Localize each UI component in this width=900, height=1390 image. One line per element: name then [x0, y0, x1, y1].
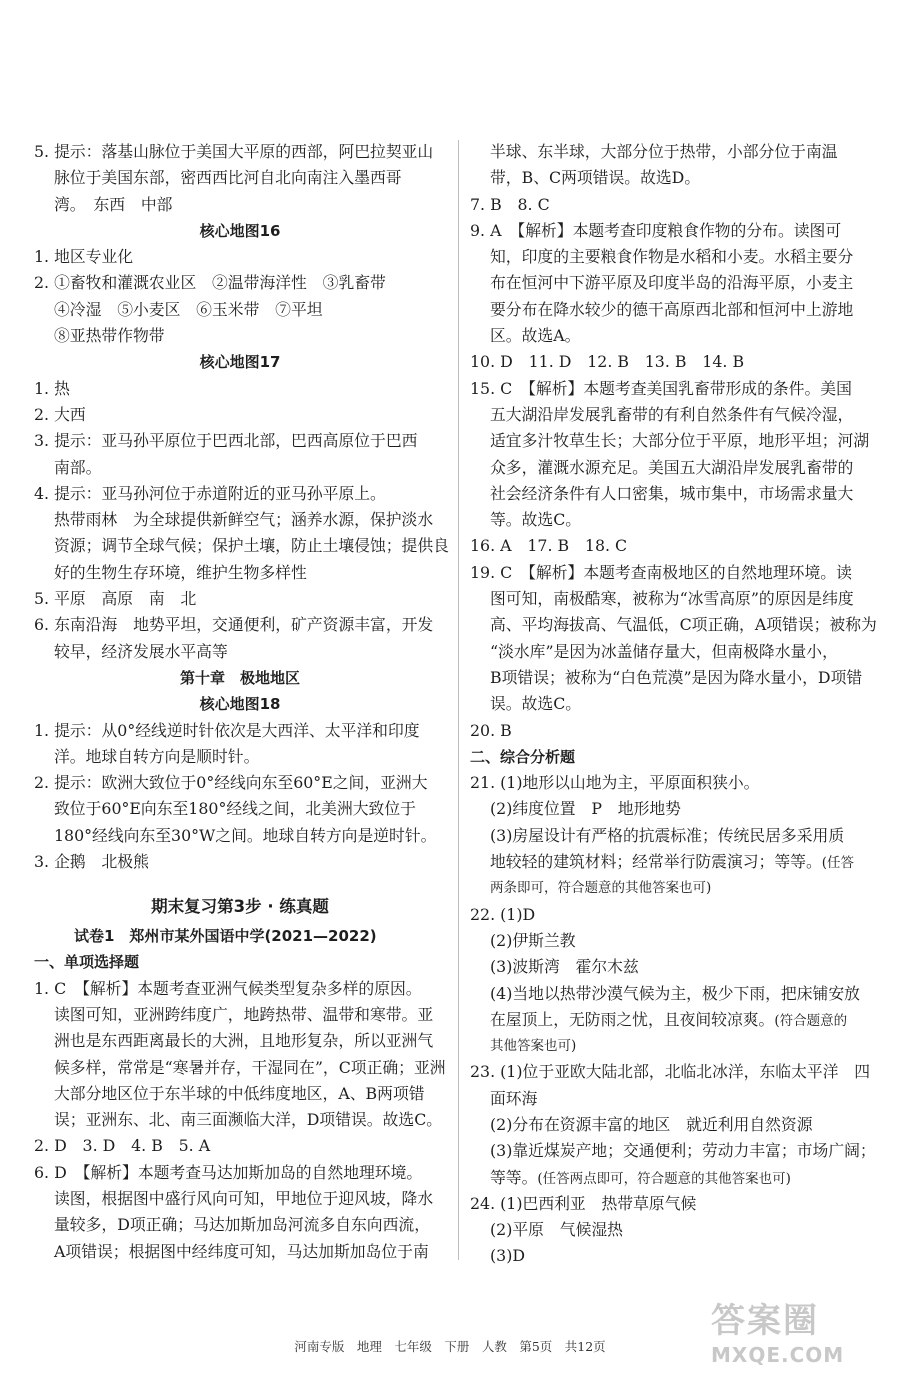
- answer-line: (2)分布在资源丰富的地区 就近利用自然资源: [490, 1114, 813, 1134]
- page-footer: 河南专版 地理 七年级 下册 人教 第5页 共12页: [294, 1339, 606, 1354]
- answer-line: “淡水库”是因为冰盖储存量大，但南极降水量小，: [490, 641, 838, 661]
- answer-text: 等等。: [490, 1167, 538, 1187]
- answer-line: 读图可知，亚洲跨纬度广，地跨热带、温带和寒带。亚: [54, 1004, 434, 1024]
- answer-line: ④冷湿 ⑤小麦区 ⑥玉米带 ⑦平坦: [54, 299, 323, 319]
- answer-line: 热带雨林 为全球提供新鲜空气；涵养水源，保护淡水: [54, 510, 434, 530]
- answer-line: (3)波斯湾 霍尔木兹: [490, 957, 639, 977]
- answer-line: 24. (1)巴西利亚 热带草原气候: [470, 1193, 697, 1213]
- review-title: 期末复习第3步 · 练真题: [151, 897, 329, 917]
- answer-line: 洲也是东西距离最长的大洲，且地形复杂，所以亚洲气: [54, 1031, 434, 1051]
- answer-line: 误。故选C。: [490, 694, 582, 714]
- answer-line: [470, 1165, 870, 1191]
- answer-line: 2. 大西: [34, 404, 86, 424]
- answer-line: (3)房屋设计有严格的抗震标准；传统民居多采用质: [490, 825, 845, 845]
- answer-line: 7. B 8. C: [470, 194, 550, 214]
- answer-line: [470, 849, 870, 875]
- answer-line: 五大湖沿岸发展乳畜带的有利自然条件有气候冷湿，: [490, 404, 854, 424]
- answer-line: (4)当地以热带沙漠气候为主，极少下雨，把床铺安放: [490, 983, 860, 1003]
- answer-line: 高、平均海拔高、气温低，C项正确，A项错误；被称为: [490, 615, 877, 635]
- answer-line: 23. (1)位于亚欧大陆北部，北临北冰洋，东临太平洋 四: [470, 1062, 871, 1082]
- answer-line: 等。故选C。: [490, 510, 582, 530]
- answer-line: 180°经线向东至30°W之间。地球自转方向是逆时针。: [54, 825, 437, 845]
- answer-line: 22. (1)D: [470, 904, 536, 924]
- answer-note: (符合题意的: [774, 1012, 848, 1029]
- answer-line: 5. 平原 高原 南 北: [34, 589, 197, 609]
- answer-line: ⑧亚热带作物带: [54, 326, 165, 346]
- answer-line: 21. (1)地形以山地为主，平原面积狭小。: [470, 773, 760, 793]
- answer-line: 9. A 【解析】本题考查印度粮食作物的分布。读图可: [470, 220, 842, 240]
- answer-line: 19. C 【解析】本题考查南极地区的自然地理环境。读: [470, 562, 852, 582]
- answer-line: 2. D 3. D 4. B 5. A: [34, 1136, 211, 1156]
- answer-line: (3)靠近煤炭产地；交通便利；劳动力丰富；市场广阔；: [490, 1141, 876, 1161]
- answer-line: 区。故选A。: [490, 326, 581, 346]
- answer-line: 带，B、C两项错误。故选D。: [490, 168, 701, 188]
- answer-line: (2)平原 气候湿热: [490, 1220, 623, 1240]
- answer-note: 两条即可，符合题意的其他答案也可): [490, 880, 712, 897]
- paper-title: 试卷1 郑州市某外国语中学(2021—2022): [74, 927, 377, 946]
- section-heading: 核心地图17: [199, 353, 281, 372]
- answer-line: 10. D 11. D 12. B 13. B 14. B: [470, 352, 745, 372]
- answer-line: (2)伊斯兰教: [490, 930, 576, 950]
- section-title: 一、单项选择题: [34, 953, 140, 972]
- answer-line: 候多样，常常是“寒暑并存，干湿同在”，C项正确；亚洲: [54, 1057, 446, 1077]
- answer-line: B项错误；被称为“白色荒漠”是因为降水量小，D项错: [490, 667, 863, 687]
- answer-line: 社会经济条件有人口密集，城市集中，市场需求量大: [490, 483, 854, 503]
- answer-line: 布在恒河中下游平原及印度半岛的沿海平原，小麦主: [490, 273, 854, 293]
- answer-line: 要分布在降水较少的德干高原西北部和恒河中上游地: [490, 299, 854, 319]
- watermark-url: MXQE.COM: [711, 1343, 845, 1367]
- answer-line: 较早，经济发展水平高等: [54, 641, 228, 661]
- answer-line: 3. 企鹅 北极熊: [34, 852, 149, 872]
- column-divider: [458, 140, 459, 1260]
- section-title: 二、综合分析题: [470, 747, 576, 766]
- answer-line: 大部分地区位于东半球的中低纬度地区，A、B两项错: [54, 1083, 425, 1103]
- answer-line: (2)纬度位置 P 地形地势: [490, 799, 681, 819]
- answer-line: 读图，根据图中盛行风向可知，甲地位于迎风坡，降水: [54, 1188, 434, 1208]
- answer-line: 3. 提示：亚马孙平原位于巴西北部，巴西高原位于巴西: [34, 431, 418, 451]
- chapter-heading: 第十章 极地地区: [179, 668, 300, 687]
- answer-line: 6. D 【解析】本题考查马达加斯加岛的自然地理环境。: [34, 1162, 423, 1182]
- answer-line: 16. A 17. B 18. C: [470, 536, 628, 556]
- left-column: [34, 139, 449, 1265]
- answer-line: 1. 地区专业化: [34, 247, 134, 267]
- answer-line: 面环海: [490, 1088, 538, 1108]
- answer-line: 致位于60°E向东至180°经线之间，北美洲大致位于: [54, 799, 416, 819]
- answer-note: (任答: [821, 855, 855, 872]
- answer-line: 2. 提示：欧洲大致位于0°经线向东至60°E之间，亚洲大: [34, 773, 428, 793]
- answer-line: 2. ①畜牧和灌溉农业区 ②温带海洋性 ③乳畜带: [34, 273, 386, 293]
- answer-line: [470, 1007, 870, 1033]
- answer-line: 资源；调节全球气候；保护土壤，防止土壤侵蚀；提供良: [54, 536, 449, 556]
- answer-line: 适宜多汁牧草生长；大部分位于平原，地形平坦；河湖: [490, 431, 870, 451]
- watermark-text: 答案圈: [711, 1301, 819, 1341]
- answer-line: 湾。 东西 中部: [54, 194, 173, 214]
- answer-line: 量较多，D项正确；马达加斯加岛河流多自东向西流，: [54, 1215, 430, 1235]
- answer-line: 1. 提示：从0°经线逆时针依次是大西洋、太平洋和印度: [34, 720, 420, 740]
- answer-line: 1. 热: [34, 378, 70, 398]
- answer-line: 知，印度的主要粮食作物是水稻和小麦。水稻主要分: [490, 247, 854, 267]
- watermark-logo: [711, 1300, 886, 1380]
- answer-line: A项错误；根据图中经纬度可知，马达加斯加岛位于南: [54, 1241, 429, 1261]
- answer-text: 地较轻的建筑材料；经常举行防震演习；等等。: [490, 852, 822, 872]
- answer-line: 5. 提示：落基山脉位于美国大平原的西部，阿巴拉契亚山: [34, 142, 434, 161]
- section-heading: 核心地图16: [199, 221, 281, 240]
- answer-line: 洋。地球自转方向是顺时针。: [54, 746, 260, 766]
- answer-line: 15. C 【解析】本题考查美国乳畜带形成的条件。美国: [470, 378, 852, 398]
- answer-line: 1. C 【解析】本题考查亚洲气候类型复杂多样的原因。: [34, 978, 422, 998]
- answer-note: 其他答案也可): [490, 1038, 577, 1055]
- answer-line: 好的生物生存环境，维护生物多样性: [54, 562, 307, 582]
- answer-line: 4. 提示：亚马孙河位于赤道附近的亚马孙平原上。: [34, 483, 386, 503]
- answer-text: 在屋顶上，无防雨之忧，且夜间较凉爽。: [490, 1009, 775, 1029]
- answer-line: 20. B: [470, 720, 512, 740]
- answer-line: (3)D: [490, 1246, 526, 1266]
- answer-line: 半球、东半球，大部分位于热带，小部分位于南温: [490, 142, 838, 161]
- answer-line: 众多，灌溉水源充足。美国五大湖沿岸发展乳畜带的: [490, 457, 854, 477]
- answer-note: (任答两点即可，符合题意的其他答案也可): [537, 1170, 791, 1187]
- answer-line: 6. 东南沿海 地势平坦，交通便利，矿产资源丰富，开发: [34, 615, 434, 635]
- answer-line: 误；亚洲东、北、南三面濒临大洋，D项错误。故选C。: [54, 1110, 443, 1130]
- answer-line: 南部。: [54, 457, 102, 477]
- right-column: [470, 139, 877, 1270]
- answer-line: 脉位于美国东部，密西西比河自北向南注入墨西哥: [54, 168, 402, 188]
- section-heading: 核心地图18: [199, 695, 281, 714]
- answer-line: 图可知，南极酷寒，被称为“冰雪高原”的原因是纬度: [490, 589, 854, 609]
